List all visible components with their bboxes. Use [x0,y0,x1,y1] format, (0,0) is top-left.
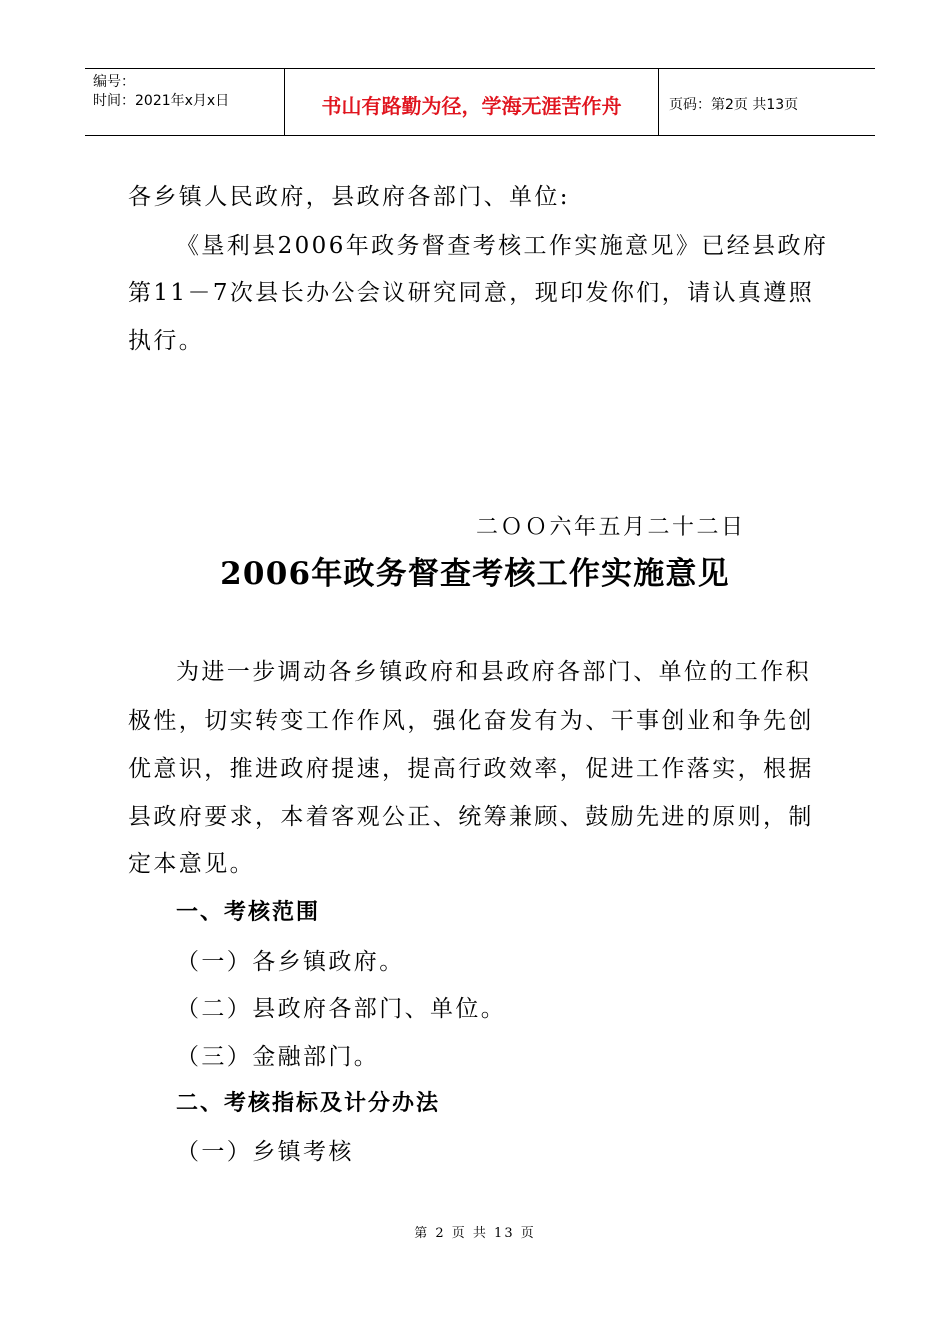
section-1-item: （三）金融部门。 [176,1044,380,1070]
header-page-label: 页码：第2页 共13页 [669,97,799,113]
notice-line: 执行。 [128,328,205,354]
number-label: 编号： [93,74,135,90]
page-header [85,68,875,136]
intro-line: 为进一步调动各乡镇政府和县政府各部门、单位的工作积 [176,659,811,685]
section-heading-2: 二、考核指标及计分办法 [176,1091,441,1116]
page-footer: 第 2 页 共 13 页 [414,1226,536,1241]
section-2-item: （一）乡镇考核 [176,1139,354,1165]
header-motto: 书山有路勤为径，学海无涯苦作舟 [285,69,659,135]
notice-line: 第11－7次县长办公会议研究同意，现印发你们，请认真遵照 [128,280,815,306]
section-heading-1: 一、考核范围 [176,900,321,925]
section-1-item: （一）各乡镇政府。 [176,949,405,975]
salutation: 各乡镇人民政府，县政府各部门、单位: [128,184,570,210]
header-meta [85,69,285,135]
time-label: 时间：2021年x月x日 [93,93,230,109]
intro-line: 优意识，推进政府提速，提高行政效率，促进工作落实，根据 [128,756,814,782]
document-title: 2006年政务督查考核工作实施意见 [220,556,730,592]
intro-line: 县政府要求，本着客观公正、统筹兼顾、鼓励先进的原则，制 [128,804,814,830]
intro-line: 极性，切实转变工作作风，强化奋发有为、干事创业和争先创 [128,708,814,734]
section-1-item: （二）县政府各部门、单位。 [176,996,507,1022]
notice-date: 二ＯＯ六年五月二十二日 [476,515,746,540]
notice-line: 《垦利县2006年政务督查考核工作实施意见》已经县政府 [176,233,829,259]
intro-line: 定本意见。 [128,851,255,877]
